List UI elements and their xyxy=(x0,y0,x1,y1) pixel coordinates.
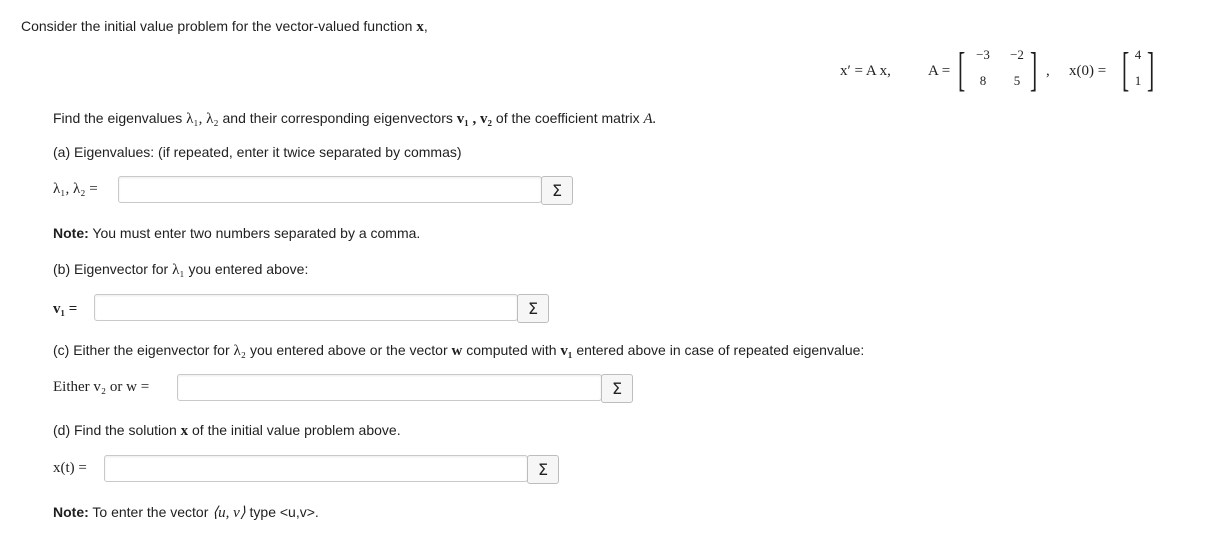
intro-line xyxy=(21,18,428,36)
part-d-var: x xyxy=(180,423,189,439)
ode-equation: x′ = A x, xyxy=(840,63,891,79)
part-a-note-bold: Note: xyxy=(53,225,89,241)
part-d-text-1: (d) Find the solution xyxy=(53,422,177,438)
matrix-a-comma: , xyxy=(1046,63,1050,79)
find-text-1: Find the eigenvalues xyxy=(53,110,183,126)
x0-2: 1 xyxy=(1134,73,1142,88)
part-d-note xyxy=(53,503,319,522)
part-c-var-2: w xyxy=(451,343,463,359)
find-instruction xyxy=(53,110,656,128)
part-d-note-text-2: type <u,v>. xyxy=(249,504,319,520)
part-c-text-4: entered above in case of repeated eigenvalue: xyxy=(576,342,865,358)
matrix-a-11: −3 xyxy=(976,47,990,62)
find-text-2: and their corresponding eigenvectors xyxy=(222,110,453,126)
eigenvector-1-equation-editor-button[interactable]: Σ xyxy=(517,294,549,323)
matrix-a-12: −2 xyxy=(1010,47,1024,62)
part-d-label xyxy=(53,422,401,440)
part-a-note-text: You must enter two numbers separated by a comma. xyxy=(92,225,421,241)
part-c-var-1: λ₂ xyxy=(233,343,247,359)
part-d-note-bold: Note: xyxy=(53,504,89,520)
eigenvector-2-equation-editor-button[interactable]: Σ xyxy=(601,374,633,403)
matrix-a-22: 5 xyxy=(1013,73,1021,88)
part-b-var: λ₁ xyxy=(172,262,185,278)
eigenvector-1-input[interactable] xyxy=(94,294,518,321)
solution-input[interactable] xyxy=(104,455,528,482)
x0-1: 4 xyxy=(1134,47,1142,62)
solution-equation-editor-button[interactable]: Σ xyxy=(527,455,559,484)
find-text-3: of the coefficient matrix xyxy=(495,110,640,126)
part-b-text-1: (b) Eigenvector for xyxy=(53,261,169,277)
part-a-label: (a) Eigenvalues: (if repeated, enter it twice separated by commas) xyxy=(53,144,462,160)
find-lambdas: λ₁, λ₂ xyxy=(186,111,219,127)
find-matrix-var: A. xyxy=(643,111,657,127)
part-d-note-text-1: To enter the vector xyxy=(92,504,209,520)
matrix-a-label: A = xyxy=(928,63,951,79)
part-d-note-vector: ⟨u, v⟩ xyxy=(212,505,246,521)
find-vectors: v₁ , v₂ xyxy=(456,111,493,127)
eigenvalues-input[interactable] xyxy=(118,176,542,203)
eigenvector-1-input-label: v₁ = xyxy=(53,301,78,317)
part-c-label xyxy=(53,342,864,360)
intro-text: Consider the initial value problem for the vector-valued function xyxy=(21,18,413,34)
eigenvector-2-input[interactable] xyxy=(177,374,602,401)
part-b-label xyxy=(53,261,308,279)
matrix-a-21: 8 xyxy=(979,73,987,88)
part-a-note xyxy=(53,225,420,241)
intro-comma: , xyxy=(423,18,428,34)
part-c-text-3: computed with xyxy=(466,342,557,358)
intro-var: x xyxy=(416,19,424,35)
eigenvalues-input-label: λ₁, λ₂ = xyxy=(53,181,98,197)
part-d-text-2: of the initial value problem above. xyxy=(192,422,401,438)
eigenvector-2-input-label: Either v₂ or w = xyxy=(53,379,150,395)
part-c-var-3: v₁ xyxy=(560,343,573,359)
solution-input-label: x(t) = xyxy=(53,460,87,476)
x0-label: x(0) = xyxy=(1069,63,1107,79)
part-c-text-2: you entered above or the vector xyxy=(249,342,448,358)
part-c-text-1: (c) Either the eigenvector for xyxy=(53,342,230,358)
part-b-text-2: you entered above: xyxy=(188,261,309,277)
eigenvalues-equation-editor-button[interactable]: Σ xyxy=(541,176,573,205)
